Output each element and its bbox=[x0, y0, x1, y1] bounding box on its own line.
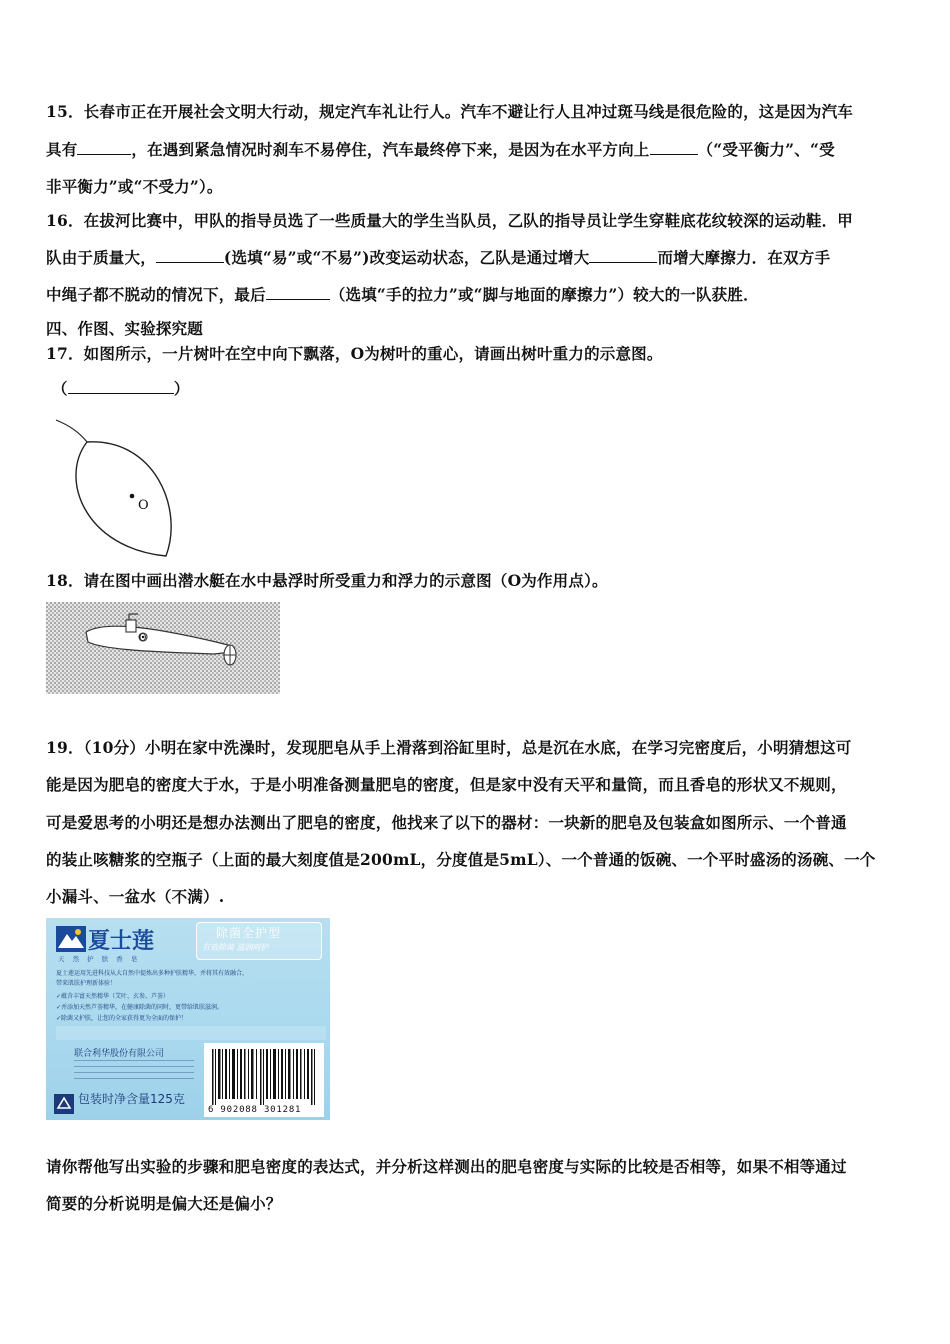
q16-text-c: 而增大摩擦力．在双方手 bbox=[657, 248, 831, 267]
package-bullet-2: ✓并添加天然芦荟精华，在健康除菌的同时，更带给肌肤滋润。 bbox=[56, 1004, 224, 1011]
submarine-figure bbox=[46, 602, 280, 694]
q16-line-3 bbox=[46, 285, 906, 305]
leaf-point-label: O bbox=[138, 498, 149, 513]
q19-line-5: 小漏斗、一盆水（不满）. bbox=[46, 887, 225, 906]
barcode-bars bbox=[204, 1043, 324, 1105]
brand-subtitle: 天 然 护 肤 香 皂 bbox=[58, 955, 141, 963]
tag-subtitle: 有效除菌 滋润呵护 bbox=[202, 943, 269, 952]
barcode-number: 6 902088 301281 bbox=[208, 1105, 302, 1115]
q15-blank-2[interactable] bbox=[650, 140, 698, 155]
q16-blank-1[interactable] bbox=[156, 248, 224, 263]
submarine-point-label: O bbox=[139, 633, 147, 644]
package-desc-2: 带来肌肤护理新体验！ bbox=[56, 980, 117, 987]
q15-blank-1[interactable] bbox=[77, 140, 131, 155]
package-band bbox=[56, 1026, 326, 1040]
package-fine-print bbox=[74, 1060, 194, 1084]
q16-text-d: 中绳子都不脱动的情况下，最后 bbox=[46, 285, 266, 304]
package-company: 联合利华股份有限公司 bbox=[74, 1049, 165, 1059]
q15-line-1: 15．长春市正在开展社会文明大行动，规定汽车礼让行人。汽车不避让行人且冲过斑马线是很危险的，这是因为汽车 bbox=[46, 102, 853, 121]
q19-line-4: 的装止咳糖浆的空瓶子（上面的最大刻度值是200mL，分度值是5mL）、一个普通的饭碗、一个平时盛汤的汤碗、一个 bbox=[46, 850, 876, 869]
package-net-content: 包装时净含量125克 bbox=[78, 1092, 185, 1106]
q19-line-1: 19．（10分）小明在家中洗澡时，发现肥皂从手上滑落到浴缸里时，总是沉在水底，在学习完密度后，小明猜想这可 bbox=[46, 738, 852, 757]
q17-paren-close: ） bbox=[173, 379, 190, 398]
package-desc-1: 夏士莲运用先进科技从大自然中提炼出多种护肤精华，并将其有效融合， bbox=[56, 970, 249, 977]
q15-text-c: （“受平衡力”、“受 bbox=[697, 140, 835, 159]
q19-line-6: 请你帮他写出实验的步骤和肥皂密度的表达式，并分析这样测出的肥皂密度与实际的比较是否相等，如果不相等通过 bbox=[46, 1157, 847, 1176]
soap-package-image bbox=[46, 918, 330, 1120]
q16-line-2 bbox=[46, 248, 906, 268]
q16-blank-3[interactable] bbox=[266, 285, 330, 300]
q16-text-a: 队由于质量大， bbox=[46, 248, 156, 267]
leaf-figure bbox=[54, 418, 188, 560]
q15-text-b: ，在遇到紧急情况时刹车不易停住，汽车最终停下来，是因为在水平方向上 bbox=[131, 140, 650, 159]
q19-line-7: 简要的分析说明是偏大还是偏小？ bbox=[46, 1194, 282, 1213]
q19-line-3: 可是爱思考的小明还是想办法测出了肥皂的密度，他找来了以下的器材：一块新的肥皂及包装盒如图所示、一个普通 bbox=[46, 813, 847, 832]
q16-text-e: （选填“手的拉力”或“脚与地面的摩擦力”）较大的一队获胜． bbox=[329, 285, 759, 304]
q17-line-1: 17．如图所示，一片树叶在空中向下飘落，O为树叶的重心，请画出树叶重力的示意图。 bbox=[46, 344, 663, 363]
brand-logo-icon bbox=[56, 926, 86, 952]
q18-line-1: 18．请在图中画出潜水艇在水中悬浮时所受重力和浮力的示意图（O为作用点）。 bbox=[46, 571, 608, 590]
q17-answer-blank[interactable] bbox=[68, 379, 174, 394]
package-bullet-3: ✓除菌又护肤，让您的全家获得更为全面的保护！ bbox=[56, 1015, 188, 1022]
q15-text-a: 具有 bbox=[46, 140, 78, 159]
q17-paren-open: （ bbox=[52, 379, 68, 398]
tag-title: 除菌全护型 bbox=[216, 926, 282, 940]
q19-line-2: 能是因为肥皂的密度大于水，于是小明准备测量肥皂的密度，但是家中没有天平和量筒，而且香皂的形状又不规则， bbox=[46, 775, 847, 794]
q16-blank-2[interactable] bbox=[589, 248, 657, 263]
q16-line-1: 16．在拔河比赛中，甲队的指导员选了一些质量大的学生当队员，乙队的指导员让学生穿鞋底花纹较深的运动鞋．甲 bbox=[46, 211, 853, 230]
brand-name: 夏士莲 bbox=[88, 929, 155, 954]
q15-line-2 bbox=[46, 140, 906, 160]
package-bullet-1: ✓蕴含丰富天然精华（艾叶、玄参、芦荟） bbox=[56, 993, 170, 1000]
section-heading: 四、作图、实验探究题 bbox=[46, 319, 204, 338]
q16-text-b: (选填“易”或“不易”)改变运动状态，乙队是通过增大 bbox=[223, 248, 590, 267]
q17-answer-paren bbox=[52, 379, 912, 399]
recycle-icon bbox=[54, 1094, 74, 1114]
q15-line-3: 非平衡力”或“不受力”）。 bbox=[46, 177, 223, 196]
